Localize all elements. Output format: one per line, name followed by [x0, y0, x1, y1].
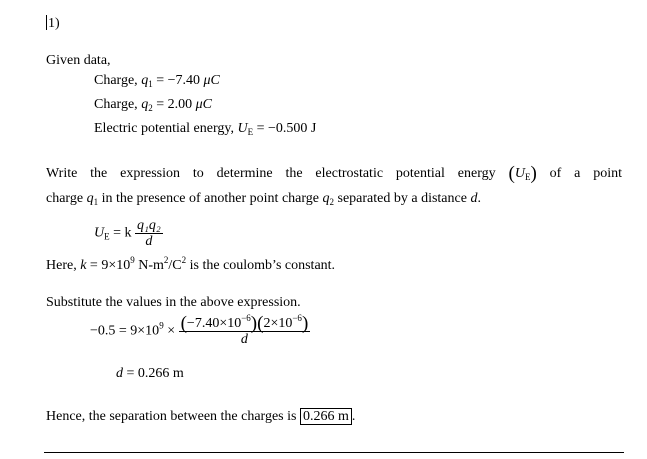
answer-box: 0.266 m [300, 408, 352, 425]
substitution-intro: Substitute the values in the above expression. [46, 295, 301, 310]
given-heading: Given data, [46, 53, 111, 68]
conclusion-line: Hence, the separation between the charges is 0.266 m . [46, 409, 356, 424]
given-q1: Charge, $q_1 = -7.40$ μC [94, 73, 220, 89]
substitution-fraction: $\frac{(-7.40\times 10^{-6})(2\times 10^{-6})}{d}$ [180, 313, 309, 347]
part-label: 1) [48, 16, 60, 31]
result-line: d = 0.266 m [116, 366, 184, 381]
given-q2: Charge, $q_2 = 2.00$ μC [94, 97, 212, 113]
q2-symbol: q [141, 97, 149, 112]
formula-fraction: $\frac{\text{q₁q₂}}{d}$ [137, 218, 161, 249]
expression-line-2: charge $q_1$ in the presence of another point charge $q_2$ separated by a distance d. [46, 191, 481, 207]
coulomb-constant-line: Here, $k = 9\times 10^9$ $N-m^2/C^2$ is the coulomb’s constant. [46, 255, 336, 273]
energy-formula: $U_E = k$ $\frac{\text{q₁q₂}}{d}$ [94, 218, 161, 249]
bottom-divider [44, 452, 624, 453]
text-cursor [46, 15, 47, 30]
substitution-equation: $-0.5 = 9\times 10^9$ × $\frac{(-7.40\times 10^{-6})(2\times 10^{-6})}{d}$ [90, 313, 309, 347]
given-ue: Electric potential energy, $U_E = -0.500$ J [94, 121, 317, 137]
expression-line-1: Write the expression to determine the electrostatic potential energy $(U_E)$ of a point [46, 163, 623, 184]
q1-symbol: q [141, 73, 149, 88]
